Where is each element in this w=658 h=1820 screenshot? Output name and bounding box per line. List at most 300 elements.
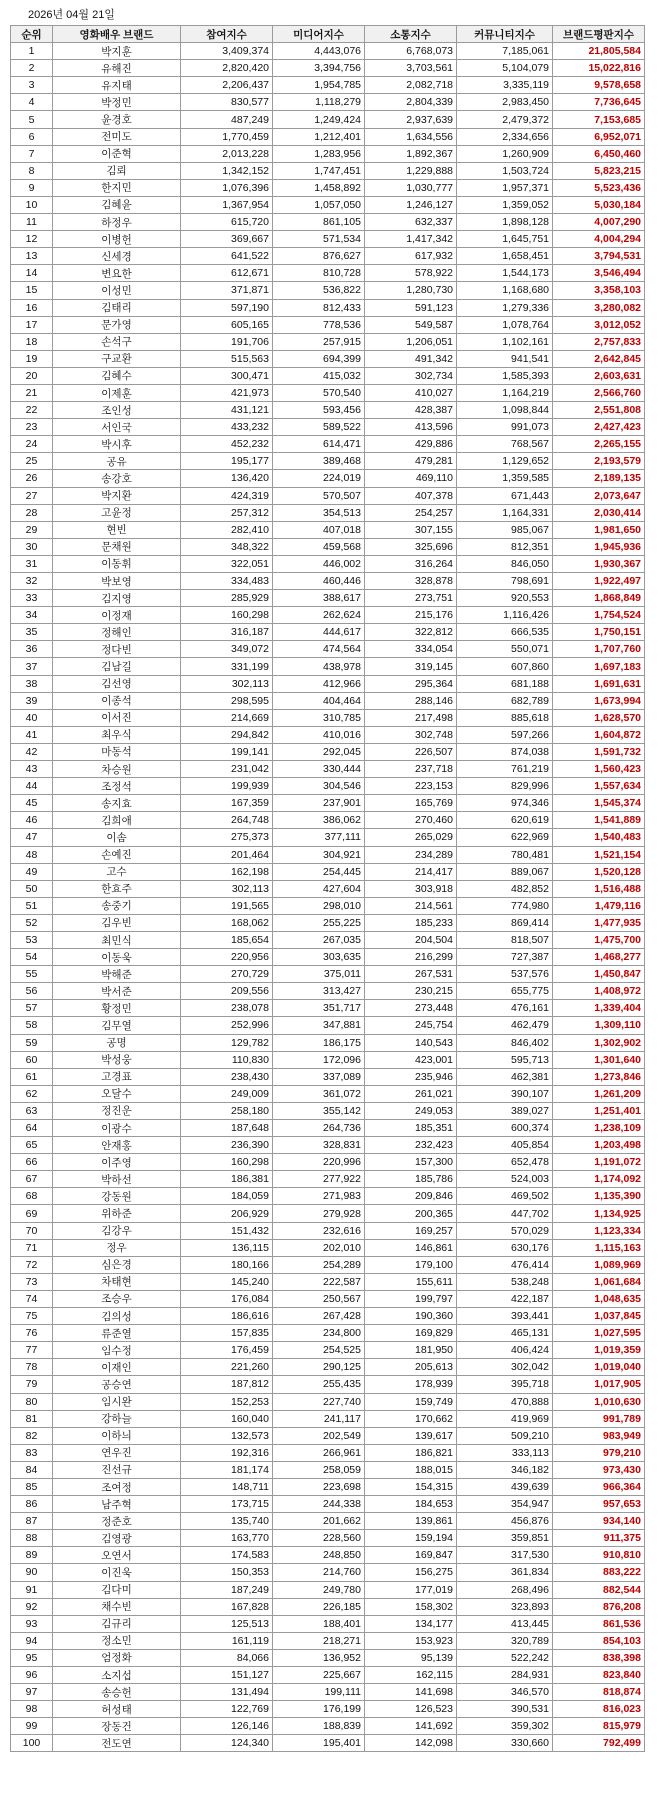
cell-brand: 최민식 bbox=[53, 931, 181, 948]
cell-communication: 3,703,561 bbox=[365, 60, 457, 77]
cell-brand: 채수빈 bbox=[53, 1598, 181, 1615]
cell-communication: 141,698 bbox=[365, 1684, 457, 1701]
cell-brand: 임수정 bbox=[53, 1342, 181, 1359]
table-row bbox=[11, 778, 645, 795]
cell-total: 4,004,294 bbox=[553, 231, 645, 248]
cell-community: 2,334,656 bbox=[457, 128, 553, 145]
cell-rank: 67 bbox=[11, 1171, 53, 1188]
cell-community: 727,387 bbox=[457, 949, 553, 966]
cell-rank: 20 bbox=[11, 367, 53, 384]
table-row bbox=[11, 1273, 645, 1290]
cell-communication: 423,001 bbox=[365, 1051, 457, 1068]
cell-media: 220,996 bbox=[273, 1154, 365, 1171]
cell-brand: 이주영 bbox=[53, 1154, 181, 1171]
cell-community: 666,535 bbox=[457, 624, 553, 641]
cell-brand: 오연서 bbox=[53, 1547, 181, 1564]
cell-total: 5,030,184 bbox=[553, 196, 645, 213]
table-row bbox=[11, 897, 645, 914]
cell-media: 254,289 bbox=[273, 1256, 365, 1273]
cell-brand: 임시완 bbox=[53, 1393, 181, 1410]
cell-total: 1,545,374 bbox=[553, 795, 645, 812]
cell-participation: 184,059 bbox=[181, 1188, 273, 1205]
cell-media: 310,785 bbox=[273, 709, 365, 726]
cell-communication: 185,233 bbox=[365, 914, 457, 931]
cell-participation: 252,996 bbox=[181, 1017, 273, 1034]
cell-community: 390,531 bbox=[457, 1701, 553, 1718]
cell-media: 258,059 bbox=[273, 1461, 365, 1478]
cell-participation: 186,381 bbox=[181, 1171, 273, 1188]
cell-rank: 95 bbox=[11, 1649, 53, 1666]
cell-brand: 박하선 bbox=[53, 1171, 181, 1188]
cell-total: 1,191,072 bbox=[553, 1154, 645, 1171]
cell-participation: 199,141 bbox=[181, 743, 273, 760]
cell-participation: 334,483 bbox=[181, 573, 273, 590]
table-row bbox=[11, 316, 645, 333]
cell-rank: 89 bbox=[11, 1547, 53, 1564]
cell-brand: 조여정 bbox=[53, 1478, 181, 1495]
cell-total: 2,566,760 bbox=[553, 384, 645, 401]
cell-communication: 140,543 bbox=[365, 1034, 457, 1051]
cell-total: 1,273,846 bbox=[553, 1068, 645, 1085]
cell-rank: 42 bbox=[11, 743, 53, 760]
cell-brand: 이정재 bbox=[53, 607, 181, 624]
cell-total: 1,540,483 bbox=[553, 829, 645, 846]
cell-communication: 302,734 bbox=[365, 367, 457, 384]
table-row bbox=[11, 743, 645, 760]
table-row bbox=[11, 880, 645, 897]
cell-media: 227,740 bbox=[273, 1393, 365, 1410]
cell-brand: 허성태 bbox=[53, 1701, 181, 1718]
cell-brand: 정다빈 bbox=[53, 641, 181, 658]
cell-rank: 79 bbox=[11, 1376, 53, 1393]
cell-community: 422,187 bbox=[457, 1290, 553, 1307]
cell-rank: 12 bbox=[11, 231, 53, 248]
cell-rank: 23 bbox=[11, 419, 53, 436]
table-row bbox=[11, 248, 645, 265]
cell-communication: 216,299 bbox=[365, 949, 457, 966]
cell-total: 1,479,116 bbox=[553, 897, 645, 914]
table-row bbox=[11, 641, 645, 658]
cell-community: 5,104,079 bbox=[457, 60, 553, 77]
cell-rank: 52 bbox=[11, 914, 53, 931]
cell-communication: 179,100 bbox=[365, 1256, 457, 1273]
cell-communication: 214,417 bbox=[365, 863, 457, 880]
cell-community: 2,983,450 bbox=[457, 94, 553, 111]
table-row bbox=[11, 846, 645, 863]
cell-participation: 135,740 bbox=[181, 1513, 273, 1530]
cell-rank: 31 bbox=[11, 555, 53, 572]
cell-rank: 44 bbox=[11, 778, 53, 795]
table-row bbox=[11, 573, 645, 590]
cell-total: 1,048,635 bbox=[553, 1290, 645, 1307]
cell-total: 3,358,103 bbox=[553, 282, 645, 299]
cell-media: 232,616 bbox=[273, 1222, 365, 1239]
cell-media: 292,045 bbox=[273, 743, 365, 760]
cell-community: 846,050 bbox=[457, 555, 553, 572]
cell-participation: 125,513 bbox=[181, 1615, 273, 1632]
cell-communication: 549,587 bbox=[365, 316, 457, 333]
cell-community: 284,931 bbox=[457, 1667, 553, 1684]
cell-brand: 박지훈 bbox=[53, 43, 181, 60]
table-row bbox=[11, 1171, 645, 1188]
cell-total: 1,135,390 bbox=[553, 1188, 645, 1205]
cell-community: 354,947 bbox=[457, 1496, 553, 1513]
cell-communication: 159,194 bbox=[365, 1530, 457, 1547]
table-row bbox=[11, 1581, 645, 1598]
cell-rank: 60 bbox=[11, 1051, 53, 1068]
table-row bbox=[11, 1496, 645, 1513]
cell-communication: 139,617 bbox=[365, 1427, 457, 1444]
cell-media: 228,560 bbox=[273, 1530, 365, 1547]
table-row bbox=[11, 145, 645, 162]
cell-communication: 428,387 bbox=[365, 402, 457, 419]
cell-rank: 63 bbox=[11, 1102, 53, 1119]
cell-total: 1,019,040 bbox=[553, 1359, 645, 1376]
table-row bbox=[11, 196, 645, 213]
cell-rank: 16 bbox=[11, 299, 53, 316]
cell-media: 241,117 bbox=[273, 1410, 365, 1427]
cell-participation: 145,240 bbox=[181, 1273, 273, 1290]
cell-total: 1,477,935 bbox=[553, 914, 645, 931]
table-row bbox=[11, 1478, 645, 1495]
cell-participation: 148,711 bbox=[181, 1478, 273, 1495]
cell-communication: 303,918 bbox=[365, 880, 457, 897]
table-row bbox=[11, 1085, 645, 1102]
cell-rank: 75 bbox=[11, 1308, 53, 1325]
cell-community: 361,834 bbox=[457, 1564, 553, 1581]
cell-media: 386,062 bbox=[273, 812, 365, 829]
cell-communication: 319,145 bbox=[365, 658, 457, 675]
cell-participation: 174,583 bbox=[181, 1547, 273, 1564]
cell-media: 4,443,076 bbox=[273, 43, 365, 60]
cell-participation: 238,078 bbox=[181, 1000, 273, 1017]
cell-communication: 226,507 bbox=[365, 743, 457, 760]
cell-media: 407,018 bbox=[273, 521, 365, 538]
cell-communication: 413,596 bbox=[365, 419, 457, 436]
cell-media: 249,780 bbox=[273, 1581, 365, 1598]
cell-media: 255,225 bbox=[273, 914, 365, 931]
table-row bbox=[11, 726, 645, 743]
table-row bbox=[11, 384, 645, 401]
cell-communication: 169,847 bbox=[365, 1547, 457, 1564]
table-row bbox=[11, 265, 645, 282]
cell-media: 614,471 bbox=[273, 436, 365, 453]
cell-participation: 282,410 bbox=[181, 521, 273, 538]
cell-brand: 강동원 bbox=[53, 1188, 181, 1205]
cell-rank: 8 bbox=[11, 162, 53, 179]
cell-community: 974,346 bbox=[457, 795, 553, 812]
cell-communication: 204,504 bbox=[365, 931, 457, 948]
cell-participation: 348,322 bbox=[181, 538, 273, 555]
cell-rank: 54 bbox=[11, 949, 53, 966]
table-row bbox=[11, 1667, 645, 1684]
cell-media: 536,822 bbox=[273, 282, 365, 299]
cell-communication: 237,718 bbox=[365, 761, 457, 778]
cell-rank: 14 bbox=[11, 265, 53, 282]
cell-community: 1,168,680 bbox=[457, 282, 553, 299]
cell-total: 792,499 bbox=[553, 1735, 645, 1752]
cell-total: 910,810 bbox=[553, 1547, 645, 1564]
cell-media: 589,522 bbox=[273, 419, 365, 436]
cell-community: 333,113 bbox=[457, 1444, 553, 1461]
table-row bbox=[11, 419, 645, 436]
cell-participation: 167,359 bbox=[181, 795, 273, 812]
cell-total: 983,949 bbox=[553, 1427, 645, 1444]
table-row bbox=[11, 470, 645, 487]
table-row bbox=[11, 1017, 645, 1034]
table-row bbox=[11, 402, 645, 419]
cell-participation: 331,199 bbox=[181, 658, 273, 675]
cell-total: 1,061,684 bbox=[553, 1273, 645, 1290]
cell-brand: 손예진 bbox=[53, 846, 181, 863]
cell-participation: 167,828 bbox=[181, 1598, 273, 1615]
cell-community: 1,585,393 bbox=[457, 367, 553, 384]
cell-brand: 송중기 bbox=[53, 897, 181, 914]
cell-communication: 316,264 bbox=[365, 555, 457, 572]
cell-rank: 83 bbox=[11, 1444, 53, 1461]
cell-participation: 641,522 bbox=[181, 248, 273, 265]
cell-brand: 위하준 bbox=[53, 1205, 181, 1222]
table-header-row bbox=[11, 26, 645, 43]
table-row bbox=[11, 350, 645, 367]
cell-communication: 407,378 bbox=[365, 487, 457, 504]
cell-total: 1,591,732 bbox=[553, 743, 645, 760]
cell-rank: 10 bbox=[11, 196, 53, 213]
cell-communication: 214,561 bbox=[365, 897, 457, 914]
cell-rank: 81 bbox=[11, 1410, 53, 1427]
cell-brand: 변요한 bbox=[53, 265, 181, 282]
cell-brand: 윤경호 bbox=[53, 111, 181, 128]
table-row bbox=[11, 1735, 645, 1752]
table-row bbox=[11, 538, 645, 555]
cell-communication: 6,768,073 bbox=[365, 43, 457, 60]
cell-brand: 강하늘 bbox=[53, 1410, 181, 1427]
cell-total: 3,012,052 bbox=[553, 316, 645, 333]
cell-communication: 215,176 bbox=[365, 607, 457, 624]
cell-media: 444,617 bbox=[273, 624, 365, 641]
cell-community: 359,302 bbox=[457, 1718, 553, 1735]
cell-total: 1,868,849 bbox=[553, 590, 645, 607]
cell-community: 885,618 bbox=[457, 709, 553, 726]
table-row bbox=[11, 1205, 645, 1222]
table-row bbox=[11, 692, 645, 709]
cell-communication: 162,115 bbox=[365, 1667, 457, 1684]
cell-media: 3,394,756 bbox=[273, 60, 365, 77]
cell-media: 1,458,892 bbox=[273, 179, 365, 196]
table-row bbox=[11, 1718, 645, 1735]
cell-participation: 421,973 bbox=[181, 384, 273, 401]
cell-total: 2,193,579 bbox=[553, 453, 645, 470]
cell-communication: 302,748 bbox=[365, 726, 457, 743]
table-row bbox=[11, 983, 645, 1000]
cell-rank: 59 bbox=[11, 1034, 53, 1051]
table-row bbox=[11, 1222, 645, 1239]
cell-media: 254,445 bbox=[273, 863, 365, 880]
cell-rank: 33 bbox=[11, 590, 53, 607]
cell-participation: 1,367,954 bbox=[181, 196, 273, 213]
cell-community: 317,530 bbox=[457, 1547, 553, 1564]
cell-rank: 64 bbox=[11, 1120, 53, 1137]
cell-participation: 187,812 bbox=[181, 1376, 273, 1393]
cell-media: 570,507 bbox=[273, 487, 365, 504]
cell-media: 351,717 bbox=[273, 1000, 365, 1017]
cell-community: 469,502 bbox=[457, 1188, 553, 1205]
cell-rank: 77 bbox=[11, 1342, 53, 1359]
cell-total: 6,450,460 bbox=[553, 145, 645, 162]
cell-brand: 이종석 bbox=[53, 692, 181, 709]
cell-media: 412,966 bbox=[273, 675, 365, 692]
cell-total: 876,208 bbox=[553, 1598, 645, 1615]
cell-brand: 김뢰 bbox=[53, 162, 181, 179]
cell-community: 798,691 bbox=[457, 573, 553, 590]
cell-participation: 131,494 bbox=[181, 1684, 273, 1701]
cell-communication: 169,257 bbox=[365, 1222, 457, 1239]
cell-brand: 현빈 bbox=[53, 521, 181, 538]
cell-total: 1,302,902 bbox=[553, 1034, 645, 1051]
cell-participation: 285,929 bbox=[181, 590, 273, 607]
cell-media: 304,921 bbox=[273, 846, 365, 863]
cell-participation: 162,198 bbox=[181, 863, 273, 880]
cell-participation: 231,042 bbox=[181, 761, 273, 778]
cell-participation: 157,835 bbox=[181, 1325, 273, 1342]
cell-media: 571,534 bbox=[273, 231, 365, 248]
cell-total: 1,930,367 bbox=[553, 555, 645, 572]
cell-rank: 45 bbox=[11, 795, 53, 812]
cell-rank: 30 bbox=[11, 538, 53, 555]
cell-brand: 고윤정 bbox=[53, 504, 181, 521]
cell-total: 1,922,497 bbox=[553, 573, 645, 590]
cell-communication: 325,696 bbox=[365, 538, 457, 555]
cell-communication: 1,634,556 bbox=[365, 128, 457, 145]
cell-communication: 184,653 bbox=[365, 1496, 457, 1513]
cell-community: 1,359,052 bbox=[457, 196, 553, 213]
table-row bbox=[11, 1410, 645, 1427]
cell-media: 1,747,451 bbox=[273, 162, 365, 179]
table-row bbox=[11, 1154, 645, 1171]
table-row bbox=[11, 1376, 645, 1393]
cell-media: 377,111 bbox=[273, 829, 365, 846]
cell-community: 550,071 bbox=[457, 641, 553, 658]
cell-rank: 80 bbox=[11, 1393, 53, 1410]
cell-brand: 안재홍 bbox=[53, 1137, 181, 1154]
cell-total: 1,945,936 bbox=[553, 538, 645, 555]
cell-rank: 34 bbox=[11, 607, 53, 624]
cell-community: 874,038 bbox=[457, 743, 553, 760]
cell-communication: 479,281 bbox=[365, 453, 457, 470]
cell-community: 671,443 bbox=[457, 487, 553, 504]
column-header-brand: 영화배우 브랜드 bbox=[53, 26, 181, 43]
cell-total: 1,309,110 bbox=[553, 1017, 645, 1034]
cell-communication: 273,448 bbox=[365, 1000, 457, 1017]
cell-participation: 830,577 bbox=[181, 94, 273, 111]
cell-community: 607,860 bbox=[457, 658, 553, 675]
cell-media: 354,513 bbox=[273, 504, 365, 521]
table-row bbox=[11, 1564, 645, 1581]
cell-media: 264,736 bbox=[273, 1120, 365, 1137]
cell-communication: 2,937,639 bbox=[365, 111, 457, 128]
table-row bbox=[11, 1239, 645, 1256]
cell-brand: 김우빈 bbox=[53, 914, 181, 931]
cell-media: 188,401 bbox=[273, 1615, 365, 1632]
cell-participation: 298,595 bbox=[181, 692, 273, 709]
cell-community: 1,957,371 bbox=[457, 179, 553, 196]
cell-community: 476,161 bbox=[457, 1000, 553, 1017]
cell-participation: 126,146 bbox=[181, 1718, 273, 1735]
cell-community: 462,381 bbox=[457, 1068, 553, 1085]
cell-community: 522,242 bbox=[457, 1649, 553, 1666]
cell-community: 476,414 bbox=[457, 1256, 553, 1273]
cell-rank: 2 bbox=[11, 60, 53, 77]
cell-rank: 32 bbox=[11, 573, 53, 590]
cell-brand: 정해인 bbox=[53, 624, 181, 641]
cell-participation: 161,119 bbox=[181, 1632, 273, 1649]
cell-total: 882,544 bbox=[553, 1581, 645, 1598]
table-row bbox=[11, 931, 645, 948]
table-row bbox=[11, 1290, 645, 1307]
cell-community: 1,279,336 bbox=[457, 299, 553, 316]
cell-brand: 정진운 bbox=[53, 1102, 181, 1119]
cell-communication: 170,662 bbox=[365, 1410, 457, 1427]
cell-brand: 정우 bbox=[53, 1239, 181, 1256]
cell-brand: 이동휘 bbox=[53, 555, 181, 572]
cell-media: 304,546 bbox=[273, 778, 365, 795]
cell-total: 1,541,889 bbox=[553, 812, 645, 829]
cell-rank: 74 bbox=[11, 1290, 53, 1307]
cell-total: 854,103 bbox=[553, 1632, 645, 1649]
cell-total: 1,520,128 bbox=[553, 863, 645, 880]
cell-communication: 146,861 bbox=[365, 1239, 457, 1256]
cell-communication: 232,423 bbox=[365, 1137, 457, 1154]
table-row bbox=[11, 590, 645, 607]
cell-community: 630,176 bbox=[457, 1239, 553, 1256]
cell-rank: 53 bbox=[11, 931, 53, 948]
cell-brand: 장동건 bbox=[53, 1718, 181, 1735]
table-row bbox=[11, 367, 645, 384]
cell-participation: 316,187 bbox=[181, 624, 273, 641]
table-row bbox=[11, 658, 645, 675]
cell-community: 595,713 bbox=[457, 1051, 553, 1068]
cell-community: 655,775 bbox=[457, 983, 553, 1000]
cell-total: 911,375 bbox=[553, 1530, 645, 1547]
cell-communication: 185,786 bbox=[365, 1171, 457, 1188]
column-header-media: 미디어지수 bbox=[273, 26, 365, 43]
cell-total: 1,707,760 bbox=[553, 641, 645, 658]
cell-community: 393,441 bbox=[457, 1308, 553, 1325]
cell-participation: 605,165 bbox=[181, 316, 273, 333]
cell-participation: 173,715 bbox=[181, 1496, 273, 1513]
cell-community: 622,969 bbox=[457, 829, 553, 846]
cell-media: 267,428 bbox=[273, 1308, 365, 1325]
cell-brand: 공유 bbox=[53, 453, 181, 470]
cell-communication: 295,364 bbox=[365, 675, 457, 692]
cell-participation: 199,939 bbox=[181, 778, 273, 795]
cell-community: 985,067 bbox=[457, 521, 553, 538]
cell-brand: 이준혁 bbox=[53, 145, 181, 162]
cell-community: 991,073 bbox=[457, 419, 553, 436]
table-row bbox=[11, 914, 645, 931]
table-row bbox=[11, 1461, 645, 1478]
cell-rank: 50 bbox=[11, 880, 53, 897]
cell-total: 1,027,595 bbox=[553, 1325, 645, 1342]
cell-rank: 22 bbox=[11, 402, 53, 419]
cell-rank: 17 bbox=[11, 316, 53, 333]
cell-participation: 424,319 bbox=[181, 487, 273, 504]
cell-total: 1,450,847 bbox=[553, 966, 645, 983]
cell-participation: 221,260 bbox=[181, 1359, 273, 1376]
cell-communication: 154,315 bbox=[365, 1478, 457, 1495]
cell-media: 195,401 bbox=[273, 1735, 365, 1752]
cell-brand: 엄정화 bbox=[53, 1649, 181, 1666]
